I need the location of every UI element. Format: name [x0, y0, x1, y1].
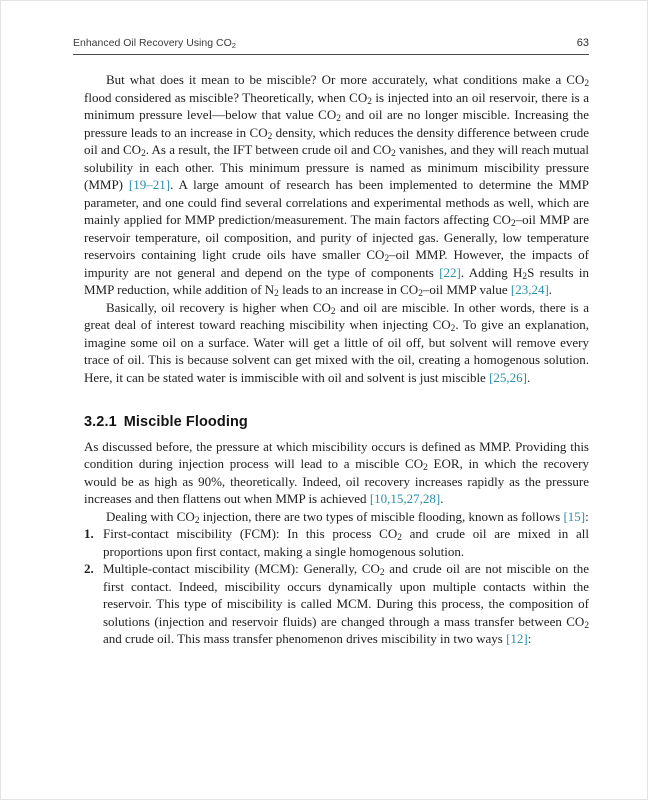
subscript: 2 — [450, 324, 456, 335]
list-item-fcm — [84, 525, 589, 560]
paragraph-oil-recovery: Basically, oil recovery is higher when $CO_2$ and oil are miscible. In other words, there is a great deal of interest toward reaching miscibility when injecting $CO_2$. To give an explanation, imagine some oil on a surface. Water will get a little of oil off, but solvent will remove every trace of oil. This is because solvent can get mixed with the oil, creating a homogenous solution. Here, it can be stated water is immiscible with oil and solvent is just miscible [25,26]. — [84, 299, 589, 385]
citation-link[interactable]: [22] — [439, 264, 461, 280]
running-title: Enhanced Oil Recovery Using $CO_2$ — [73, 37, 236, 50]
page-body — [73, 71, 589, 648]
subscript: 2 — [194, 515, 200, 526]
list-item-mcm — [84, 560, 589, 648]
citation-link[interactable]: [10,15,27,28] — [369, 491, 441, 506]
subscript: 2 — [418, 289, 423, 300]
subscript: 2 — [141, 149, 146, 160]
subscript: 2 — [391, 149, 396, 160]
subscript: 2 — [367, 96, 372, 107]
citation-link[interactable]: [19–21] — [128, 177, 171, 192]
section-heading — [84, 414, 589, 432]
citation-link[interactable]: [25,26] — [489, 369, 528, 385]
subscript: 2 — [336, 114, 341, 125]
citation-link[interactable]: [12] — [506, 631, 528, 646]
subscript: 2 — [584, 620, 589, 631]
list-item-text: Multiple-contact miscibility (MCM): Generally, $CO_2$ and crude oil are not miscible on the first contact. Indeed, miscibility occurs dynamically upon multiple contacts within the reservoir. This type of miscibility is called MCM. During this process, the composition of solutions (injection and reservoir fluids) are changed through a mass transfer between $CO_2$ and crude oil. This mass transfer phenomenon drives miscibility in two ways [12]: — [103, 561, 589, 646]
page-number: 63 — [576, 37, 589, 49]
list-marker: 2. — [84, 561, 94, 576]
subscript: 2 — [522, 271, 528, 282]
citation-link[interactable]: [23,24] — [510, 282, 549, 297]
subscript: 2 — [330, 306, 336, 317]
subscript: 2 — [423, 463, 428, 474]
section-title: Miscible Flooding — [123, 414, 248, 430]
subscript: 2 — [584, 79, 589, 90]
subscript: 2 — [384, 254, 390, 265]
paragraph-mmp-discussion: As discussed before, the pressure at which miscibility occurs is defined as MMP. Providing this condition during injection process will lead to a miscible $CO_2$ EOR, in which the recovery would be as high as 90%, theoretically. Indeed, oil recovery increases rapidly as the pressure increases and then flattens out when MMP is achieved [10,15,27,28]. — [84, 438, 589, 506]
subscript: 2 — [231, 40, 236, 50]
subscript: 2 — [267, 131, 273, 142]
citation-link[interactable]: [15] — [563, 508, 586, 524]
subscript: 2 — [379, 568, 385, 579]
section-number: 3.2.1 — [84, 414, 117, 430]
paragraph-miscible-definition: But what does it mean to be miscible? Or more accurately, what conditions make a $CO_2$ flood considered as miscible? Theoretically, when $CO_2$ is injected into an oil reservoir, there is a minimum pressure level—below that value $CO_2$ and oil are no longer miscible. Increasing the pressure leads to an increase in $CO_2$ density, which reduces the density difference between crude oil and $CO_2$. As a result, the IFT between crude oil and $CO_2$ vanishes, and they will reach mutual solubility in each other. This minimum pressure is named as minimum miscibility pressure (MMP) [19–21]. A large amount of research has been implemented to determine the MMP parameter, and one could find several correlations and experimental methods as well, which are mainly applied for MMP prediction/measurement. The main factors affecting $CO_2$–oil MMP are reservoir temperature, oil composition, and purity of injected gas. Generally, low temperature reservoirs containing light crude oils have smaller $CO_2$–oil MMP. However, the impacts of impurity are not general and depend on the type of components [22]. Adding $H_2S$ results in MMP reduction, while addition of $N_2$ leads to an increase in $CO_2$–oil MMP value [23,24]. — [84, 72, 590, 300]
subscript: 2 — [397, 533, 402, 544]
paragraph-flooding-types-intro: Dealing with $CO_2$ injection, there are two types of miscible flooding, known as follows [15]: — [106, 508, 589, 526]
page-header — [73, 37, 589, 55]
list-item-text: First-contact miscibility (FCM): In this process $CO_2$ and crude oil are mixed in all proportions upon first contact, making a single homogenous solution. — [103, 526, 589, 559]
miscibility-types-list — [84, 525, 589, 648]
subscript: 2 — [274, 289, 279, 300]
list-marker: 1. — [84, 526, 94, 541]
subscript: 2 — [510, 219, 516, 230]
